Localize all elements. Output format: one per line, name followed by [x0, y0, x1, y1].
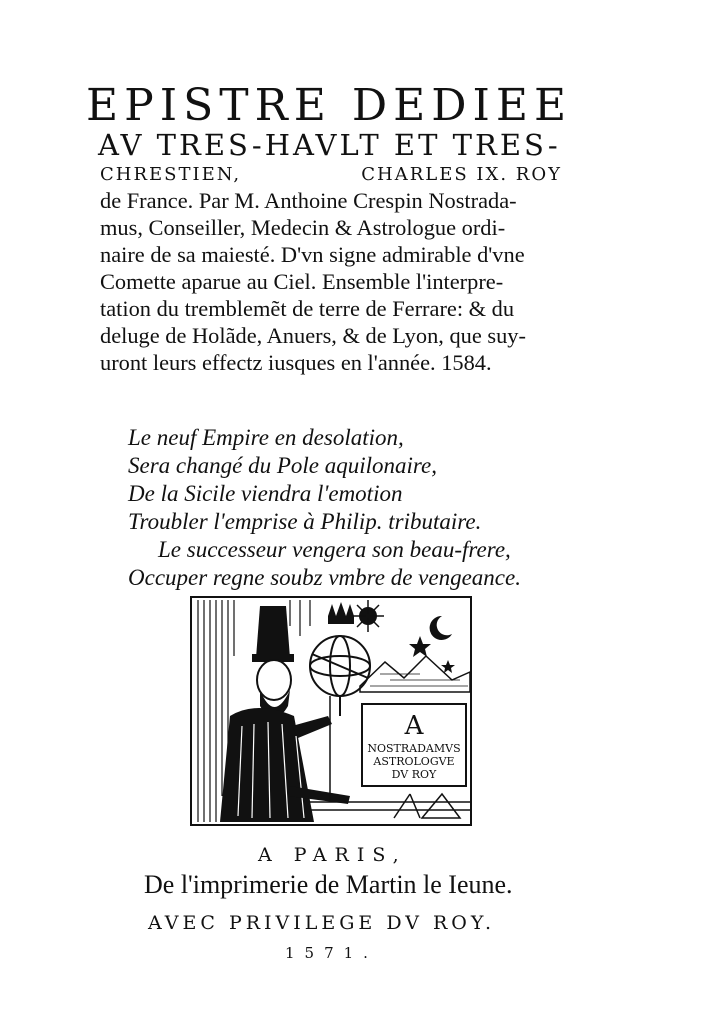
woodcut-inscription-1: NOSTRADAMVS	[367, 742, 461, 755]
title-line-1: EPISTRE DEDIEE	[86, 80, 573, 131]
imprint-privilege: AVEC PRIVILEGE DV ROY.	[148, 912, 496, 934]
verse-line: Le successeur vengera son beau-frere,	[158, 537, 511, 562]
body-line: deluge de Holãde, Anuers, & de Lyon, que suy-	[100, 323, 526, 348]
verse-line: Occuper regne soubz vmbre de vengeance.	[128, 565, 521, 590]
verse-line: Le neuf Empire en desolation,	[128, 425, 404, 450]
woodcut-inscription-3: DV ROY	[391, 768, 437, 781]
body-line: naire de sa maiesté. D'vn signe admirable d'vne	[100, 242, 525, 267]
body-line: uront leurs effectz iusques en l'année. 1584.	[100, 350, 492, 375]
title-line-2: AV TRES-HAVLT ET TRES-	[98, 128, 561, 162]
body-line: tation du tremblemẽt de terre de Ferrare: & du	[100, 296, 515, 321]
body-line: de France. Par M. Anthoine Crespin Nostrada-	[100, 188, 517, 213]
woodcut-illustration	[190, 596, 472, 826]
verse-line: Troubler l'emprise à Philip. tributaire.	[128, 509, 482, 534]
imprint-year: 1571.	[285, 944, 378, 962]
title-line-3	[100, 162, 562, 188]
woodcut-inscription-2: ASTROLOGVE	[373, 755, 455, 768]
imprint-printer: De l'imprimerie de Martin le Ieune.	[144, 870, 513, 899]
verse-line: Sera changé du Pole aquilonaire,	[128, 453, 437, 478]
verse-line: De la Sicile viendra l'emotion	[128, 481, 403, 506]
title-line-3-left: CHRESTIEN,	[100, 164, 242, 185]
body-line: Comette aparue au Ciel. Ensemble l'interpre-	[100, 269, 504, 294]
imprint-city: A PARIS,	[258, 844, 407, 866]
quatrain-verse	[128, 424, 568, 592]
woodcut-monogram: A	[404, 711, 424, 741]
title-body-text	[100, 187, 570, 376]
title-line-3-right: CHARLES IX. ROY	[361, 164, 562, 185]
body-line: mus, Conseiller, Medecin & Astrologue ordi-	[100, 215, 506, 240]
crown-icon	[328, 602, 354, 624]
